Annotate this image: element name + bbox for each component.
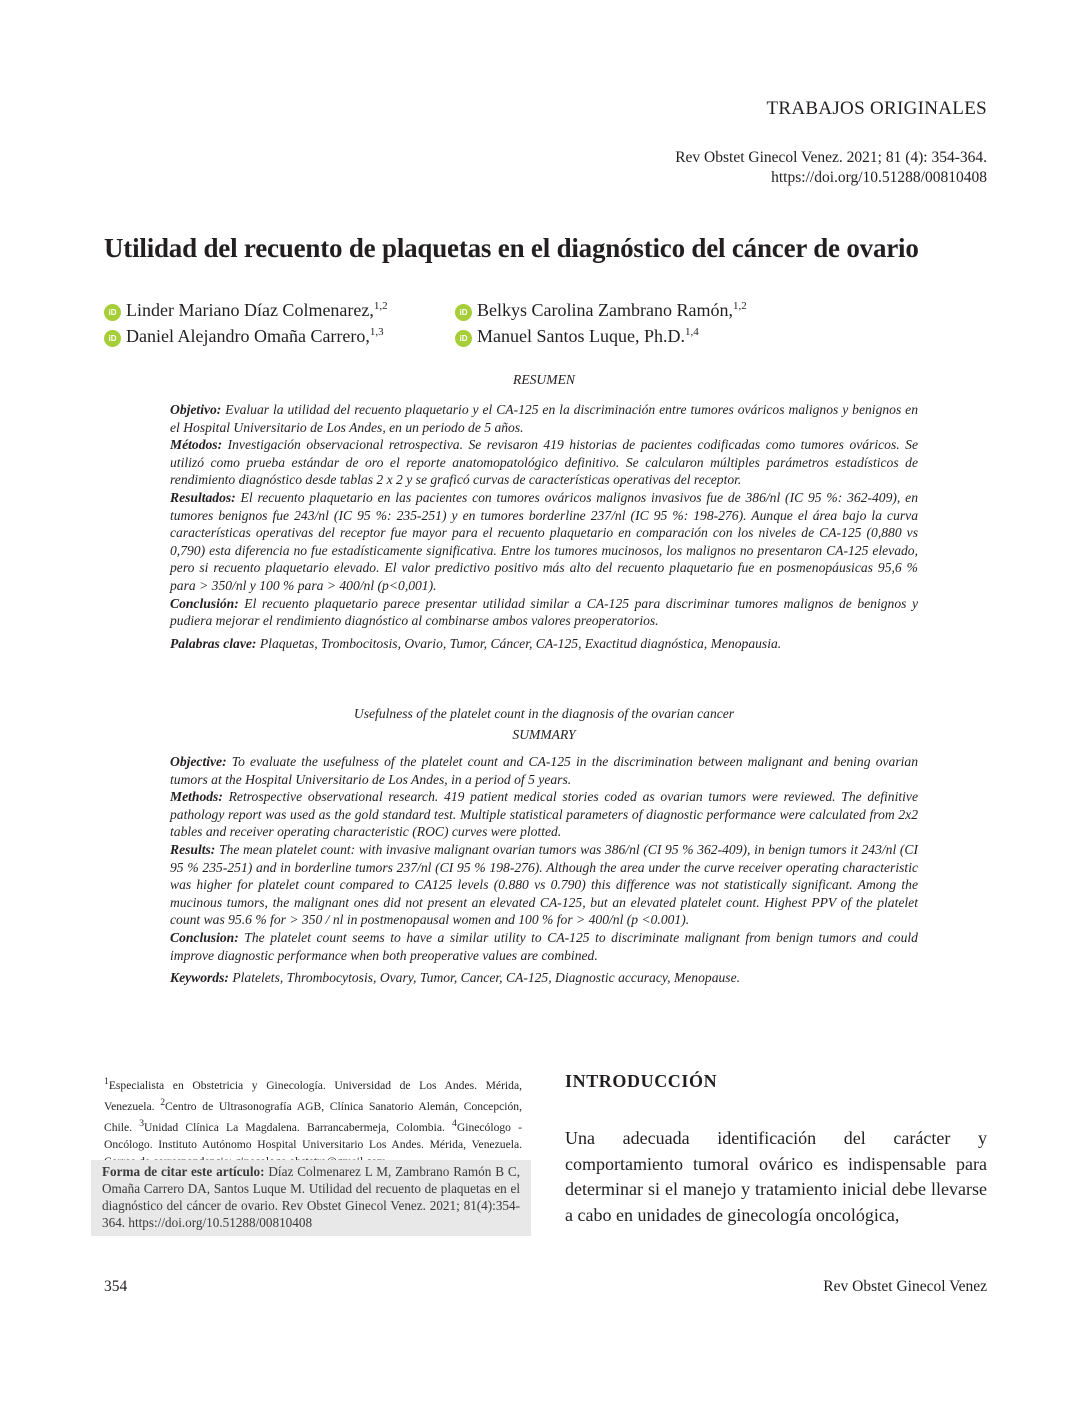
cite-box-text: Díaz Colmenarez L M, Zambrano Ramón B C, Omaña Carrero DA, Santos Luque M. Utilidad del recuento de plaquetas en el diagnóstico del cáncer de ovario. Rev Obstet Ginecol Venez. 2021; 81(4):354-364. https://doi.org/10.51288/00810408	[102, 1164, 520, 1230]
english-title: Usefulness of the platelet count in the diagnosis of the ovarian cancer	[353, 706, 735, 721]
section-label: TRABAJOS ORIGINALES	[766, 98, 987, 119]
introduction-heading: INTRODUCCIÓN	[565, 1071, 718, 1091]
cite-box-label: Forma de citar este artículo:	[102, 1164, 265, 1179]
orcid-icon[interactable]: iD	[104, 304, 121, 321]
orcid-icon[interactable]: iD	[104, 330, 121, 347]
summary-results: Results: The mean platelet count: with invasive malignant ovarian tumors was 386/nl (CI 95 % 362-409), in benign tumors it 243/nl (CI 95 % 235-251) and in borderline tumors 237/nl (CI 95 % 198-276). Although the area under the curve receiver operating characteristic was higher for platelet count compared to CA125 levels (0.880 vs 0.790) this difference was not statistically significant. Among the mucinous tumors, the malignant ones did not present an elevated CA-125, but an elevated platelet count. Highest PPV of the platelet count was 95.6 % for > 350 / nl in postmenopausal women and 100 % for > 400/nl (p <0.001).	[170, 841, 918, 928]
resumen-heading: RESUMEN	[513, 372, 575, 387]
author-name: Daniel Alejandro Omaña Carrero,	[126, 326, 370, 346]
author-3	[104, 319, 384, 349]
summary-conclusion: Conclusion: The platelet count seems to have a similar utility to CA-125 to discriminate malignant from benign tumors and could improve diagnostic performance when both preoperative values are combined.	[170, 929, 918, 963]
author-affiliation: 1,2	[732, 300, 747, 312]
doi-link[interactable]: https://doi.org/10.51288/00810408	[771, 169, 987, 186]
summary-keywords: Keywords: Platelets, Thrombocytosis, Ovary, Tumor, Cancer, CA-125, Diagnostic accuracy, Menopause.	[170, 970, 741, 986]
author-name: Belkys Carolina Zambrano Ramón,	[477, 300, 733, 320]
author-affiliation: 1,2	[373, 300, 388, 312]
orcid-icon[interactable]: iD	[455, 304, 472, 321]
author-affiliation: 1,4	[684, 326, 699, 338]
resumen-resultados: Resultados: El recuento plaquetario en las pacientes con tumores ováricos malignos invasivos fue de 386/nl (IC 95 %: 362-409), en tumores benignos fue 243/nl (IC 95 %: 235-251) y en tumores borderline 237/nl (IC 95 %: 198-276). Aunque el área bajo la curva características operativas del receptor fue mayor para el recuento plaquetario en comparación con los niveles de CA-125 (0,880 vs 0,790) esta diferencia no fue estadísticamente significativa. Entre los tumores mucinosos, los malignos no presentaron CA-125 elevado, pero si recuento plaquetario elevado. El valor predictivo positivo más alto del recuento plaquetario fue en posmenopáusicas 95,6 % para > 350/nl y 100 % para > 400/nl (p<0,001).	[170, 489, 918, 593]
resumen-palabras-clave: Palabras clave: Plaquetas, Trombocitosis, Ovario, Tumor, Cáncer, CA-125, Exactitud diagnóstica, Menopausia.	[170, 635, 782, 651]
summary-objective: Objective: To evaluate the usefulness of the platelet count and CA-125 in the discrimination between malignant and bening ovarian tumors at the Hospital Universitario de Los Andes, in a period of 5 years.	[170, 754, 918, 787]
author-4	[455, 319, 699, 349]
footer-journal: Rev Obstet Ginecol Venez	[823, 1278, 987, 1295]
author-name: Linder Mariano Díaz Colmenarez,	[126, 300, 374, 320]
summary-body	[170, 753, 918, 987]
summary-heading: SUMMARY	[512, 727, 576, 742]
resumen-conclusion: Conclusión: El recuento plaquetario parece presentar utilidad similar a CA-125 para discriminar tumores malignos de benignos y pudiera mejorar el rendimiento diagnóstico al combinarse ambos valores preoperatorios.	[170, 595, 918, 629]
summary-methods: Methods: Retrospective observational research. 419 patient medical stories coded as ovarian tumors were reviewed. The definitive pathology report was used as the gold standard test. Multiple statistical parameters of diagnostic performance were calculated from 2x2 tables and receiver operating characteristic (ROC) curves were plotted.	[170, 789, 918, 840]
page-number: 354	[104, 1278, 128, 1295]
affiliations-footnote: $^1$Especialista en Obstetricia y Ginecología. Universidad de Los Andes. Mérida, Venezuela. $^2$Centro de Ultrasonografía AGB, Clínica Sanatorio Alemán, Concepción, Chile. $^3$Unidad Clínica La Magdalena. Barrancabermeja, Colombia. $^4$Ginecólogo - Oncólogo. Instituto Autónomo Hospital Universitario Los Andes. Mérida, Venezuela.	[104, 1073, 522, 1170]
citation-box	[91, 1160, 531, 1236]
citation-reference: Rev Obstet Ginecol Venez. 2021; 81 (4): 354-364.	[675, 149, 987, 166]
resumen-metodos: Métodos: Investigación observacional retrospectiva. Se revisaron 419 historias de pacientes codificadas como tumores ováricos. Se utilizó como prueba estándar de oro el reporte anatomopatológico definitivo. Se calcularon múltiples parámetros estadísticos de rendimiento diagnóstico desde tablas 2 x 2 y se graficó curvas de características operativas del receptor.	[170, 437, 918, 488]
author-affiliation: 1,3	[369, 326, 384, 338]
orcid-icon[interactable]: iD	[455, 330, 472, 347]
introduction-text: Una adecuada identificación del carácter y comportamiento tumoral ovárico es indispensable para determinar si el manejo y tratamiento inicial debe llevarse a cabo en unidades de ginecología oncológica,	[565, 1128, 987, 1225]
article-title: Utilidad del recuento de plaquetas en el diagnóstico del cáncer de ovario	[104, 233, 919, 263]
author-name: Manuel Santos Luque, Ph.D.	[477, 326, 685, 346]
resumen-body	[170, 401, 918, 652]
journal-citation	[675, 148, 987, 188]
resumen-objetivo: Objetivo: Evaluar la utilidad del recuento plaquetario y el CA-125 en la discriminación entre tumores ováricos malignos y benignos en el Hospital Universitario de Los Andes, en un periodo de 5 años.	[170, 402, 918, 435]
